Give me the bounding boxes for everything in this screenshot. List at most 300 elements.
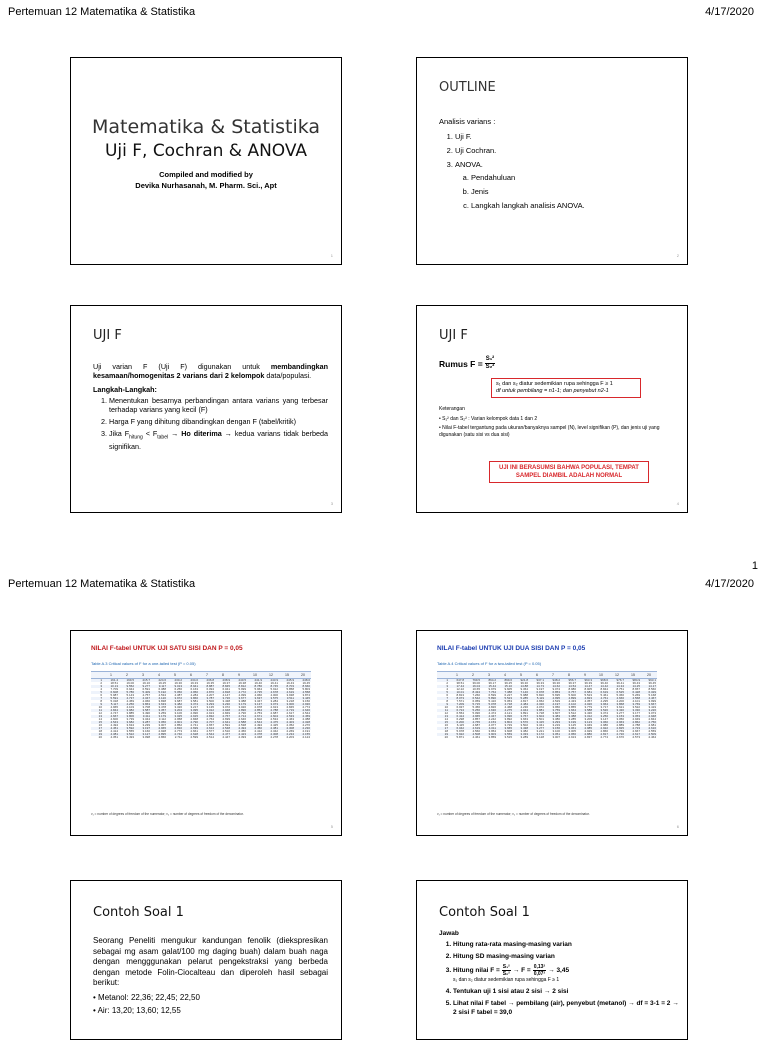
ftable-cell: 2.866 <box>600 729 608 733</box>
step-3-a: Jika F <box>109 429 130 438</box>
ftable-cell: 3.665 <box>504 726 512 730</box>
ftable-cell: 3.885 <box>126 711 134 715</box>
ftable-cell: 5.416 <box>488 699 496 703</box>
ftable-cell: 948.2 <box>552 678 560 682</box>
ftable-col-header: 15 <box>625 672 641 679</box>
ftable-cell: 2.534 <box>270 717 278 721</box>
ftable-cell: 6.554 <box>456 711 464 715</box>
ftable-cell: 5.964 <box>254 687 262 691</box>
slide-2-outline <box>416 57 688 265</box>
ftable-cell: 2.591 <box>222 723 230 727</box>
ftable-row-header: 5 <box>446 690 448 694</box>
ftable-cell: 14.42 <box>600 684 608 688</box>
ftable-cell: 5.600 <box>568 693 576 697</box>
ftable-cell: 4.735 <box>254 690 262 694</box>
ftable-cell: 2.936 <box>302 702 310 706</box>
soal-bullet-2-text: Air: 13,20; 13,60; 12,55 <box>97 1006 181 1015</box>
ftable-cell: 3.209 <box>584 717 592 721</box>
ftable-row-header: 5 <box>100 690 102 694</box>
ftable-cell: 2.308 <box>286 726 294 730</box>
ftable-cell: 6.041 <box>222 687 230 691</box>
ftable-cell: 2.544 <box>254 720 262 724</box>
ftable-cell: 3.326 <box>174 705 182 709</box>
outline-item-3 <box>455 159 674 211</box>
ftable-cell: 2.896 <box>238 708 246 712</box>
keterangan-item-1: • S₁² dan S₂² : Varian kelompok data 1 dan 2 <box>439 416 538 422</box>
ftable-row <box>437 736 657 739</box>
ftable-cell: 3.007 <box>158 723 166 727</box>
ftable-cell: 3.592 <box>126 726 134 730</box>
ftable-cell: 3.445 <box>302 696 310 700</box>
step-3-frac <box>502 964 511 977</box>
ftable-cell: 4.236 <box>520 705 528 709</box>
step-3-bold: Ho diterima <box>181 429 222 438</box>
ftable-cell: 4.320 <box>536 702 544 706</box>
ftable-cell: 8.751 <box>616 687 624 691</box>
ftable-cell: 984.9 <box>632 678 640 682</box>
ftable-cell: 4.826 <box>488 705 496 709</box>
ftable-cell: 8.845 <box>222 684 230 688</box>
step-3-c: < F <box>142 429 158 438</box>
ftable-cell: 3.380 <box>552 717 560 721</box>
ftable-cell: 4.765 <box>472 720 480 724</box>
ftable-cell: 2.234 <box>286 732 294 736</box>
ftable-cell: 215.7 <box>142 678 150 682</box>
frac-numerator: S₁² <box>485 356 495 362</box>
ftable-cell: 3.804 <box>504 720 512 724</box>
ftable-cell: 4.630 <box>488 708 496 712</box>
ftable-cell: 3.633 <box>158 702 166 706</box>
ftable-cell: 2.393 <box>238 735 246 739</box>
slide-1-title <box>70 57 342 265</box>
ftable-cell: 8.941 <box>190 684 198 688</box>
ftable-cell: 3.954 <box>488 729 496 733</box>
ftable-cell: 4.066 <box>142 699 150 703</box>
ftable-cell: 3.125 <box>568 723 576 727</box>
ftable-cell: 3.112 <box>158 717 166 721</box>
ftable-cell: 2.342 <box>270 729 278 733</box>
ftable-cell: 4.044 <box>520 708 528 712</box>
ftable-cell: 3.049 <box>584 723 592 727</box>
ftable-cell: 899.6 <box>504 678 512 682</box>
ftable-row-header: 2 <box>100 681 102 685</box>
ftable-cell: 9.074 <box>552 687 560 691</box>
step-3-result: → 3,45 <box>548 967 570 974</box>
ftable-cell: 3.137 <box>254 702 262 706</box>
ftable-cell: 7.571 <box>456 699 464 703</box>
ftable-cell: 3.838 <box>158 699 166 703</box>
ftable-cell: 3.964 <box>600 702 608 706</box>
ftable-row-header: 19 <box>444 732 448 736</box>
ftable-cell: 5.695 <box>552 693 560 697</box>
ftable-cell: 6.329 <box>648 690 656 694</box>
ftable-cell: 3.050 <box>616 717 624 721</box>
ftable-cell: 3.284 <box>270 699 278 703</box>
ftable-cell: 6.608 <box>110 690 118 694</box>
ftable-cell: 39.41 <box>616 681 624 685</box>
jawab-steps <box>439 940 679 1017</box>
ftable-cell: 3.204 <box>174 708 182 712</box>
ftable-cell: 3.634 <box>126 723 134 727</box>
ftable-header-row <box>437 672 657 679</box>
ftable-cell: 4.823 <box>584 696 592 700</box>
ftable-cell: 238.9 <box>222 678 230 682</box>
ftable-cell: 8.812 <box>238 684 246 688</box>
ftable-cell: 2.767 <box>222 714 230 718</box>
slide-number: 6 <box>676 824 679 829</box>
ftable-cell: 2.720 <box>616 732 624 736</box>
ftable-row-header: 20 <box>444 735 448 739</box>
slide-8-title: Contoh Soal 1 <box>439 905 530 920</box>
ftable-cell: 3.787 <box>206 696 214 700</box>
ftable-cell: 39.30 <box>520 681 528 685</box>
ftable-cell: 4.461 <box>472 735 480 739</box>
ftable-cell: 4.899 <box>568 696 576 700</box>
ftable-cell: 3.663 <box>520 717 528 721</box>
step-3-label: 3. Hitung nilai F = <box>453 967 500 974</box>
slide-1-author: Devika Nurhasanah, M. Pharm. Sci., Apt <box>135 181 277 190</box>
ftable-cell: 5.912 <box>270 687 278 691</box>
ftable-col-header: 12 <box>263 672 279 679</box>
ftable-cell: 2.352 <box>286 723 294 727</box>
ftable-cell: 9.277 <box>142 684 150 688</box>
slide-3-para <box>93 362 328 380</box>
ftable-cell: 3.511 <box>286 696 294 700</box>
ftable-cell: 3.587 <box>142 708 150 712</box>
ftable-cell: 2.628 <box>190 732 198 736</box>
ftable-cell: 8.745 <box>270 684 278 688</box>
ftable-cell: 3.717 <box>600 705 608 709</box>
ftable-cell: 3.333 <box>520 732 528 736</box>
ftable-row-header: 19 <box>98 732 102 736</box>
ftable-col-header: 8 <box>215 672 231 679</box>
ftable-row-header: 4 <box>100 687 102 691</box>
ftable-cell: 2.646 <box>302 708 310 712</box>
ftable-cell: 243.9 <box>270 678 278 682</box>
ftable-cell: 3.874 <box>302 693 310 697</box>
ftable-cell: 4.414 <box>110 729 118 733</box>
ftable-cell: 2.573 <box>632 735 640 739</box>
ftable-cell: 5.053 <box>504 699 512 703</box>
ftable-cell: 6.227 <box>504 693 512 697</box>
ftable-cell: 2.852 <box>174 723 182 727</box>
ftable-cell: 4.667 <box>110 714 118 718</box>
ftable-cell: 3.664 <box>568 708 576 712</box>
outline-subitem-a: a. Pendahuluan <box>471 172 674 183</box>
ftable-cell: 3.500 <box>206 699 214 703</box>
ftable-cell: 3.972 <box>174 696 182 700</box>
ftable-cell: 15.10 <box>504 684 512 688</box>
ftable-col-header: 3 <box>481 672 497 679</box>
ftable-cell: 3.073 <box>270 702 278 706</box>
ftable-cell: 3.999 <box>648 699 656 703</box>
ftable-cell: 2.403 <box>286 720 294 724</box>
ftable-cell: 2.687 <box>270 711 278 715</box>
ftable-cell: 4.275 <box>504 708 512 712</box>
ftable-col-header: 2 <box>465 672 481 679</box>
ftable-col-header: 1 <box>449 672 465 679</box>
ftable-cell: 2.949 <box>632 717 640 721</box>
header-title: Pertemuan 12 Matematika & Statistika <box>8 578 196 590</box>
soal-bullet-1-text: Metanol: 22,36; 22,45; 22,50 <box>98 992 200 1002</box>
ftable-cell: 8.660 <box>302 684 310 688</box>
ftable-col-header: 15 <box>279 672 295 679</box>
ftable-cell: 6.681 <box>584 690 592 694</box>
ftable-cell: 6.115 <box>456 723 464 727</box>
ftable-cell: 2.985 <box>584 726 592 730</box>
ftable-cell: 2.844 <box>648 717 656 721</box>
ftable-cell: 39.40 <box>600 681 608 685</box>
ftable-cell: 4.468 <box>504 705 512 709</box>
steps-heading: Langkah-Langkah: <box>93 385 157 394</box>
slide-3-body <box>93 362 328 454</box>
outline-list <box>439 131 674 211</box>
slide-2-title: OUTLINE <box>439 80 496 95</box>
ftable-cell: 4.484 <box>520 702 528 706</box>
ftable-cell: 5.192 <box>158 690 166 694</box>
ftable-col-header: 20 <box>641 672 657 679</box>
slide-1-title-text: Matematika & Statistika <box>91 116 321 138</box>
ftable-cell: 224.6 <box>158 678 166 682</box>
ftable-cell: 3.218 <box>286 699 294 703</box>
slide-3-uji-f <box>70 305 342 513</box>
ftable-cell: 2.753 <box>254 711 262 715</box>
ftable-cell: 39.36 <box>552 681 560 685</box>
ftable-cell: 3.197 <box>142 726 150 730</box>
ftable-cell: 14.73 <box>536 684 544 688</box>
ftable-cell: 4.619 <box>472 726 480 730</box>
ftable-cell: 3.863 <box>142 702 150 706</box>
ftable-row-header: 3 <box>446 684 448 688</box>
jawab-step-2: 2. Hitung SD masing-masing varian <box>453 952 679 961</box>
frac-denominator: S₂² <box>485 364 495 370</box>
ftable-cell: 6.200 <box>456 720 464 724</box>
ftable-cell: 7.260 <box>472 693 480 697</box>
ftable-cell: 3.501 <box>536 717 544 721</box>
ftable-cell: 2.707 <box>206 720 214 724</box>
ftable-cell: 4.494 <box>110 723 118 727</box>
ftable-header-row <box>91 672 311 679</box>
ftable-cell: 3.388 <box>568 714 576 718</box>
ftable-cell: 4.529 <box>552 699 560 703</box>
ftable-cell: 4.619 <box>286 690 294 694</box>
ftable-cell: 14.17 <box>648 684 656 688</box>
ftable-cell: 968.6 <box>600 678 608 682</box>
ftable-cell: 3.903 <box>488 732 496 736</box>
ftable-cell: 19.33 <box>190 681 198 685</box>
step-2: 2. Harga F yang dihitung dibandingkan dengan F (tabel/kritik) <box>109 417 328 426</box>
ftable-cell: 5.988 <box>520 693 528 697</box>
ftable-row-header: 7 <box>446 696 448 700</box>
ftable-cell: 39.43 <box>632 681 640 685</box>
ftable-cell: 14.88 <box>520 684 528 688</box>
step-3-arrow: → <box>168 429 182 438</box>
ftable-cell: 2.617 <box>632 732 640 736</box>
slide-7-contoh-soal <box>70 880 342 1040</box>
ftable-cell: 2.559 <box>648 729 656 733</box>
ftable-cell: 4.101 <box>632 699 640 703</box>
ftable-row-header: 20 <box>98 735 102 739</box>
ftable-cell: 2.425 <box>270 723 278 727</box>
ftable-cell: 4.844 <box>110 708 118 712</box>
ftable-cell: 3.135 <box>206 705 214 709</box>
ftable-cell: 4.000 <box>270 693 278 697</box>
ftable-cell: 2.661 <box>190 729 198 733</box>
ftable-cell: 2.790 <box>190 720 198 724</box>
ftable-cell: 2.641 <box>222 720 230 724</box>
ftable-cell: 2.825 <box>616 726 624 730</box>
ftable-cell: 4.103 <box>126 705 134 709</box>
ftable-cell: 976.7 <box>616 678 624 682</box>
ftable-cell: 39.17 <box>488 681 496 685</box>
ftable-cell: 2.494 <box>238 726 246 730</box>
ftable-cell: 39.33 <box>536 681 544 685</box>
ftable-cell: 6.059 <box>472 699 480 703</box>
ftable-cell: 3.526 <box>600 708 608 712</box>
slide-5-title: NILAI F-tabel UNTUK UJI SATU SISI DAN P = 0,05 <box>91 645 243 652</box>
ftable-cell: 4.757 <box>142 693 150 697</box>
slide-3-title: UJI F <box>93 328 122 343</box>
ftable-cell: 14.54 <box>568 684 576 688</box>
ftable-cell: 3.005 <box>568 729 576 733</box>
ftable-cell: 3.217 <box>190 705 198 709</box>
ftable-cell: 3.493 <box>126 735 134 739</box>
ftable-cell: 5.922 <box>456 732 464 736</box>
ftable-cell: 5.078 <box>488 702 496 706</box>
ftable-cell: 2.796 <box>238 711 246 715</box>
ftable-cell: 4.256 <box>126 702 134 706</box>
ftable-row-header: 14 <box>98 717 102 721</box>
ftable-cell: 3.128 <box>536 735 544 739</box>
ftable-cell: 3.293 <box>206 702 214 706</box>
ftable-cell: 2.203 <box>286 735 294 739</box>
ftable-cell: 3.239 <box>142 723 150 727</box>
ftable-cell: 2.913 <box>270 705 278 709</box>
ftable-cell: 2.848 <box>190 717 198 721</box>
ftable-cell: 3.555 <box>126 729 134 733</box>
ftable-cell: 4.687 <box>472 723 480 727</box>
note-line-2: df untuk pembilang = n1-1; dan penyebut n2-1 <box>496 388 609 394</box>
ftable-cell: 4.011 <box>488 726 496 730</box>
ftable-cell: 6.978 <box>536 690 544 694</box>
ftable-cell: 4.072 <box>536 705 544 709</box>
ftable-cell: 5.366 <box>616 693 624 697</box>
ftable-cell: 937.1 <box>536 678 544 682</box>
ftable-cell: 2.895 <box>158 732 166 736</box>
slide-5-footer: ν₁ = number of degrees of freedom of the numerator; ν₂ = number of degrees of freedom of the denominator. <box>91 812 244 816</box>
ftable-cell: 17.44 <box>456 684 464 688</box>
ftable-cell: 2.866 <box>158 735 166 739</box>
keterangan-text-2: Nilai F-tabel tergantung pada ukuran/banyaknya sampel (N), level signifikan (P), dan jenis uji yang digunakan (satu sisi vs dua sisi) <box>439 425 660 438</box>
ftable-cell: 4.666 <box>616 696 624 700</box>
ftable-cell: 2.671 <box>254 714 262 718</box>
ftable-cell: 19.16 <box>142 681 150 685</box>
ftable-cell: 2.956 <box>568 732 576 736</box>
ftable-cell: 5.978 <box>456 729 464 733</box>
ftable-cell: 2.719 <box>286 708 294 712</box>
ftable-cell: 921.8 <box>520 678 528 682</box>
ftable-cell: 3.621 <box>616 705 624 709</box>
ftable-cell: 5.096 <box>472 711 480 715</box>
ftable-cell: 8.813 <box>456 693 464 697</box>
ftable-cell: 19.25 <box>158 681 166 685</box>
ftable-cell: 2.965 <box>158 726 166 730</box>
ftable-cell: 3.250 <box>600 714 608 718</box>
ftable-cell: 2.958 <box>174 717 182 721</box>
ftable-cell: 2.699 <box>190 726 198 730</box>
ftable-cell: 14.25 <box>632 684 640 688</box>
ftable-cell: 6.757 <box>568 690 576 694</box>
ftable-cell: 5.117 <box>110 702 118 706</box>
ftable-cell: 2.616 <box>648 726 656 730</box>
ftable-cell: 2.475 <box>270 720 278 724</box>
ftable-cell: 3.682 <box>126 720 134 724</box>
ftable-cell: 4.965 <box>472 714 480 718</box>
ftable-cell: 5.256 <box>472 708 480 712</box>
ftable-cell: 2.276 <box>302 723 310 727</box>
ftable-cell: 3.344 <box>142 717 150 721</box>
note-line-1: s₁ dan s₂ diatur sedemikian rupa sehingga F ≥ 1 <box>496 381 613 387</box>
ftable-cell: 10.13 <box>110 684 118 688</box>
outline-sublist <box>455 172 674 211</box>
step-3-note: s₁ dan s₂ diatur sedemikian rupa sehingga F ≥ 1 <box>453 977 560 983</box>
ftable-cell: 2.889 <box>616 723 624 727</box>
ftable-cell: 2.667 <box>632 729 640 733</box>
ftable-cell: 8.786 <box>254 684 262 688</box>
ftable-cell: 2.901 <box>174 720 182 724</box>
ftable-cell: 8.657 <box>632 687 640 691</box>
ftable-cell: 2.681 <box>648 723 656 727</box>
ftable-cell: 3.687 <box>174 699 182 703</box>
ftable-col-header: 10 <box>593 672 609 679</box>
page-number: 1 <box>751 560 758 572</box>
ftable-cell: 2.810 <box>174 726 182 730</box>
ftable-col-header: 12 <box>609 672 625 679</box>
ftable-row-header: 14 <box>444 717 448 721</box>
ftable-cell: 9.979 <box>488 687 496 691</box>
ftable-cell: 6.599 <box>488 693 496 697</box>
ftable-cell: 4.351 <box>110 735 118 739</box>
ftable-cell: 4.543 <box>110 720 118 724</box>
ftable-cell: 4.857 <box>472 717 480 721</box>
ftable-cell: 2.308 <box>270 732 278 736</box>
step-3-value-num: 0,13² <box>533 964 546 970</box>
ftable-cell: 2.278 <box>270 735 278 739</box>
ftable-cell: 5.591 <box>110 696 118 700</box>
ftable-cell: 2.604 <box>270 714 278 718</box>
outline-item-1: 1. Uji F. <box>455 131 674 142</box>
ftable-cell: 3.419 <box>648 705 656 709</box>
ftable-cell: 3.855 <box>568 705 576 709</box>
ftable-cell: 236.8 <box>206 678 214 682</box>
ftable-cell: 3.726 <box>222 696 230 700</box>
slide-number: 3 <box>330 501 333 506</box>
ftable-cell: 4.459 <box>126 699 134 703</box>
slide-6-footer: ν₁ = number of degrees of freedom of the numerator; ν₂ = number of degrees of freedom of the denominator. <box>437 812 590 816</box>
step-3-value-den: 0,07² <box>533 971 546 977</box>
steps-list <box>93 396 328 451</box>
ftable-cell: 2.880 <box>584 732 592 736</box>
ftable-cell: 2.412 <box>254 729 262 733</box>
ftable-cell: 3.950 <box>552 705 560 709</box>
jawab-step-3-formula <box>453 964 569 977</box>
ftable-cell: 2.191 <box>302 729 310 733</box>
ftable-cell: 3.060 <box>600 720 608 724</box>
jawab-label: Jawab <box>439 930 459 937</box>
ftable-cell: 3.515 <box>504 735 512 739</box>
ftable-cell: 4.534 <box>158 693 166 697</box>
ftable-cell: 248.0 <box>302 678 310 682</box>
